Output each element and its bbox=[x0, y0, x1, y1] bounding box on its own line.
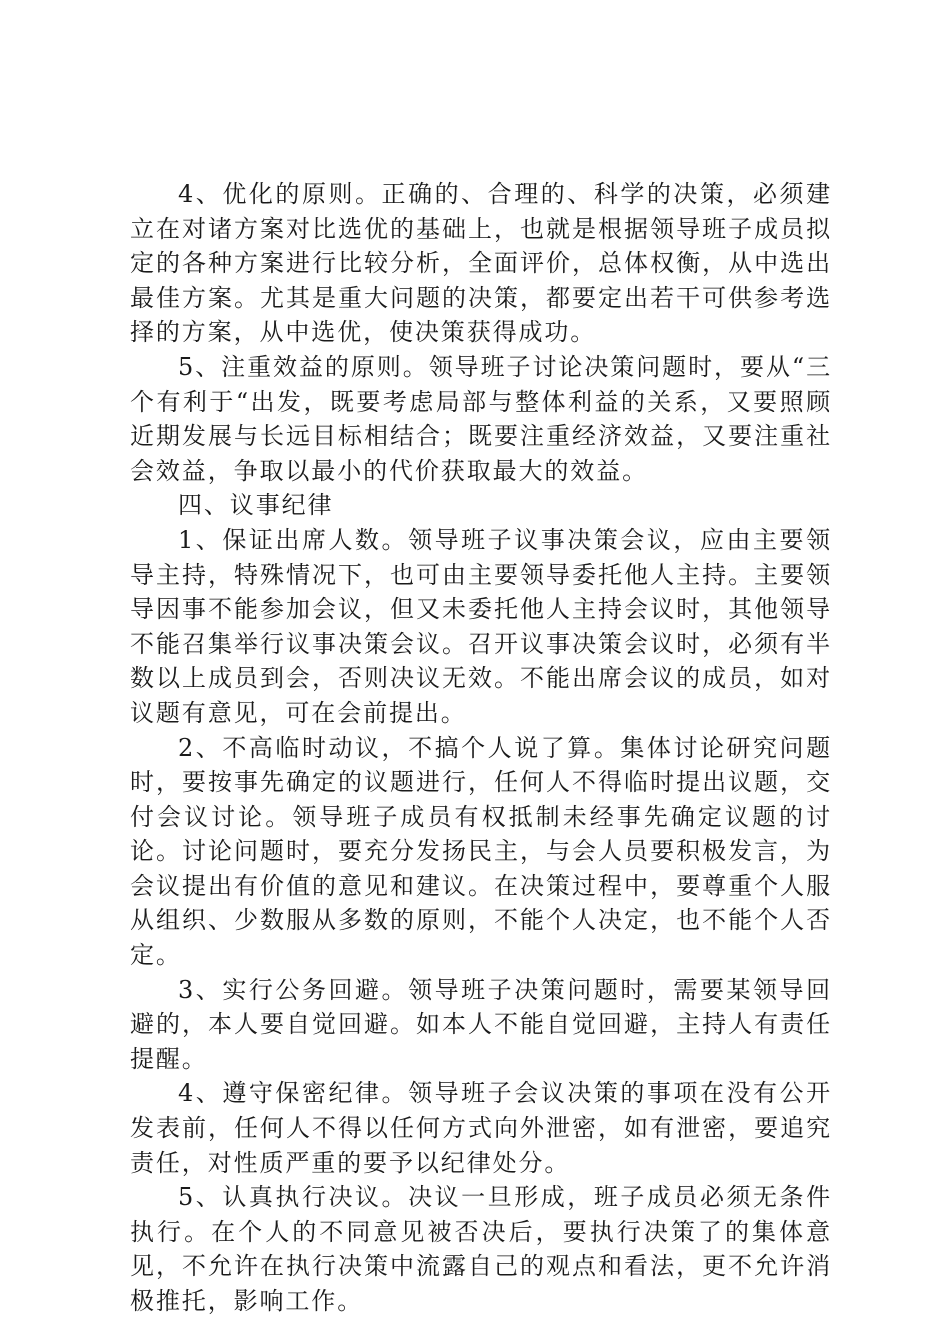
paragraph-optimization-principle: 4、优化的原则。正确的、合理的、科学的决策，必须建立在对诸方案对比选优的基础上，也就是根据领导班子成员拟定的各种方案进行比较分析，全面评价，总体权衡，从中选出最佳方案。尤其是重大问题的决策，都要定出若干可供参考选择的方案，从中选优，使决策获得成功。 bbox=[130, 180, 832, 347]
paragraph-attendance: 1、保证出席人数。领导班子议事决策会议，应由主要领导主持，特殊情况下，也可由主要领导委托他人主持。主要领导因事不能参加会议，但又未委托他人主持会议时，其他领导不能召集举行议事决策会议。召开议事决策会议时，必须有半数以上成员到会，否则决议无效。不能出席会议的成员，如对议题有意见，可在会前提出。 bbox=[130, 525, 832, 727]
paragraph-execute-resolutions: 5、认真执行决议。决议一旦形成，班子成员必须无条件执行。在个人的不同意见被否决后，要执行决策了的集体意见，不允许在执行决策中流露自己的观点和看法，更不允许消极推托，影响工作。 bbox=[130, 1183, 832, 1315]
paragraph-confidentiality: 4、遵守保密纪律。领导班子会议决策的事项在没有公开发表前，任何人不得以任何方式向外泄密，如有泄密，要追究责任，对性质严重的要予以纪律处分。 bbox=[130, 1079, 832, 1177]
document-body bbox=[130, 177, 832, 1319]
section-heading-discipline: 四、议事纪律 bbox=[178, 491, 334, 520]
paragraph-no-ad-hoc-motions: 2、不高临时动议，不搞个人说了算。集体讨论研究问题时，要按事先确定的议题进行，任何人不得临时提出议题，交付会议讨论。领导班子成员有权抵制未经事先确定议题的讨论。讨论问题时，要充分发扬民主，与会人员要积极发言，为会议提出有价值的意见和建议。在决策过程中，要尊重个人服从组织、少数服从多数的原则，不能个人决定，也不能个人否定。 bbox=[130, 733, 832, 970]
paragraph-recusal: 3、实行公务回避。领导班子决策问题时，需要某领导回避的，本人要自觉回避。如本人不能自觉回避，主持人有责任提醒。 bbox=[130, 975, 832, 1073]
paragraph-efficiency-principle: 5、注重效益的原则。领导班子讨论决策问题时，要从“三个有利于“出发，既要考虑局部与整体利益的关系，又要照顾近期发展与长远目标相结合；既要注重经济效益，又要注重社会效益，争取以最小的代价获取最大的效益。 bbox=[130, 352, 832, 485]
